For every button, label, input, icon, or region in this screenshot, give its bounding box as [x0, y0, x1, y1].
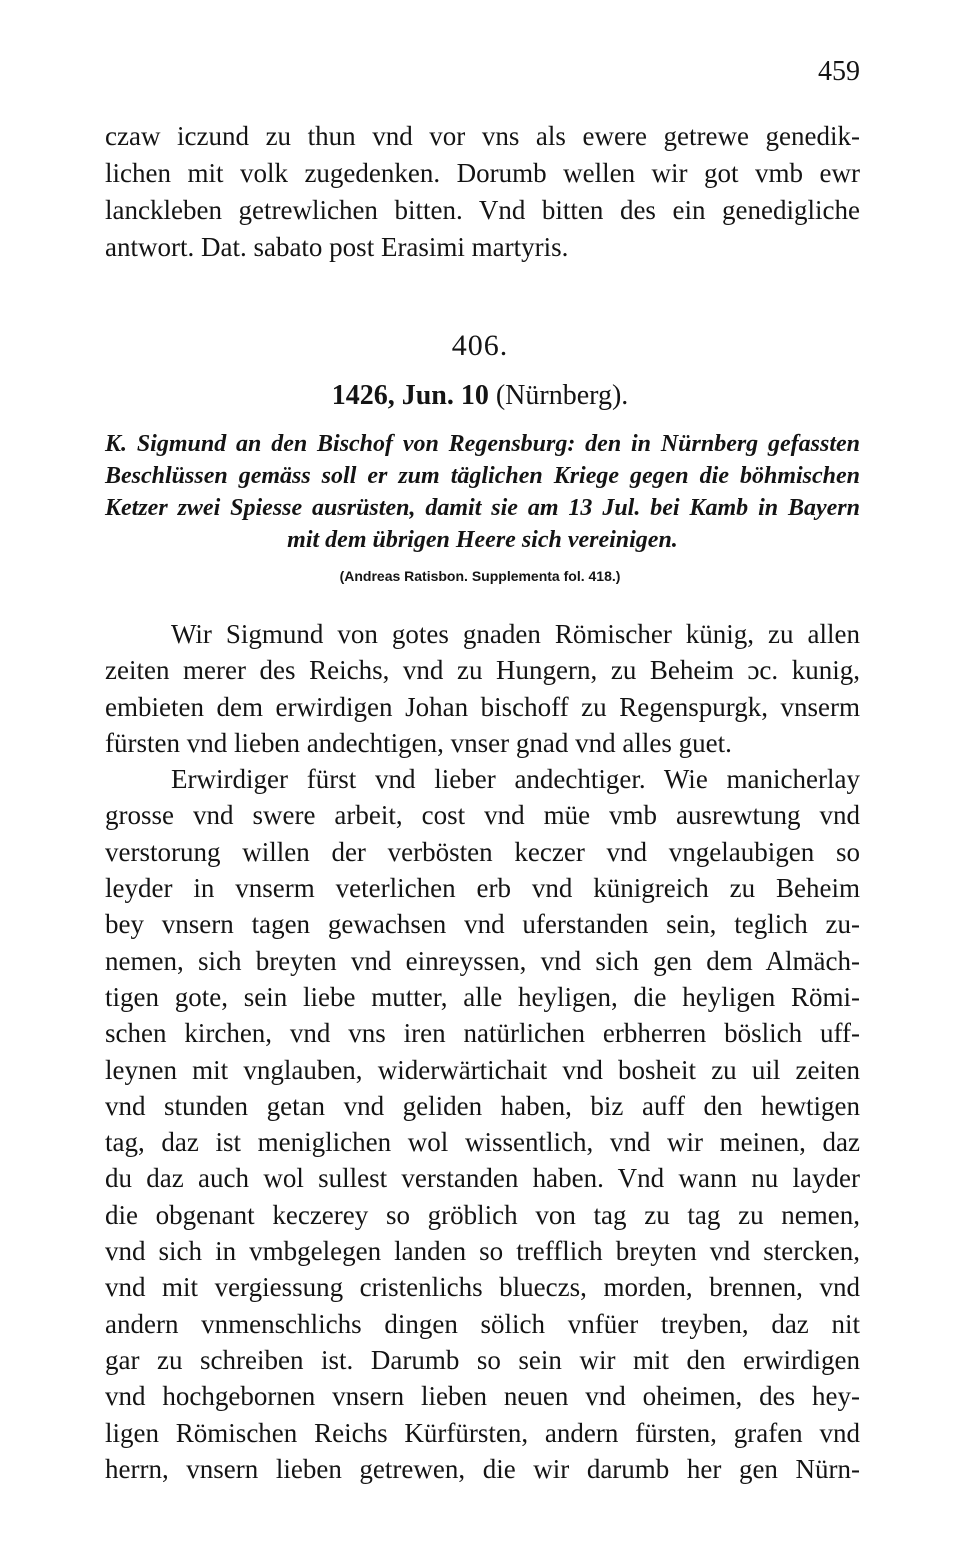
text-line: nemen, sich breyten vnd einreyssen, vnd sich gen dem Almäch-: [105, 945, 860, 976]
source-citation: (Andreas Ratisbon. Supplementa fol. 418.): [339, 568, 621, 584]
summary-line: K. Sigmund an den Bischof von Regensburg: den in Nürnberg gefassten: [105, 431, 860, 457]
text-line: die obgenant keczerey so gröblich von tag zu tag zu nemen,: [105, 1199, 860, 1230]
document-number: 406.: [451, 329, 509, 362]
text-line: czaw iczund zu thun vnd vor vns als ewere getrewe genedik-: [105, 121, 860, 151]
text-line: vnd stunden getan vnd geliden haben, biz auff den hewtigen: [105, 1090, 860, 1121]
text-line: Erwirdiger fürst vnd lieber andechtiger. Wie manicherlay: [171, 764, 860, 795]
text-line: zeiten merer des Reichs, vnd zu Hungern, zu Beheim ɔc. kunig,: [105, 655, 860, 686]
date-place: (Nürnberg).: [495, 380, 629, 411]
document-body: [105, 616, 860, 1487]
summary-line: mit dem übrigen Heere sich vereinigen.: [287, 527, 678, 553]
document-summary: [105, 428, 860, 556]
text-line: lanckleben getrewlichen bitten. Vnd bitten des ein genedigliche: [105, 195, 860, 225]
text-line: ligen Römischen Reichs Kürfürsten, andern fürsten, grafen vnd: [105, 1417, 860, 1448]
document-date: [0, 378, 960, 414]
text-line: vnd mit vergiessung cristenlichs blueczs, morden, brennen, vnd: [105, 1272, 860, 1303]
text-line: tigen gote, sein liebe mutter, alle heyligen, die heyligen Römi-: [105, 981, 860, 1012]
text-line: herrn, vnsern lieben getrewen, die wir darumb her gen Nürn-: [105, 1453, 860, 1484]
text-line: verstorung willen der verbösten keczer vnd vngelaubigen so: [105, 836, 860, 867]
text-line: antwort. Dat. sabato post Erasimi martyris.: [105, 232, 569, 262]
text-line: Wir Sigmund von gotes gnaden Römischer künig, zu allen: [171, 619, 860, 649]
text-line: leyder in vnserm veterlichen erb vnd künigreich zu Beheim: [105, 873, 860, 904]
text-line: bey vnsern tagen gewachsen vnd uferstanden sein, teglich zu-: [105, 909, 860, 940]
text-line: vnd hochgebornen vnsern lieben neuen vnd oheimen, des hey-: [105, 1381, 860, 1412]
text-line: tag, daz ist meniglichen wol wissentlich, vnd wir meinen, daz: [105, 1127, 860, 1158]
summary-line: Beschlüssen gemäss soll er zum täglichen Kriege gegen die böhmischen: [105, 463, 860, 489]
text-line: grosse vnd swere arbeit, cost vnd müe vmb ausrewtung vnd: [105, 800, 860, 831]
text-line: vnd sich in vmbgelegen landen so trefflich breyten vnd stercken,: [105, 1236, 860, 1267]
text-line: gar zu schreiben ist. Darumb so sein wir mit den erwirdigen: [105, 1344, 860, 1375]
text-line: lichen mit volk zugedenken. Dorumb wellen wir got vmb ewr: [105, 158, 860, 188]
text-line: embieten dem erwirdigen Johan bischoff zu Regenspurgk, vnserm: [105, 691, 860, 722]
text-line: du daz auch wol sullest verstanden haben. Vnd wann nu layder: [105, 1163, 860, 1194]
summary-line: Ketzer zwei Spiesse ausrüsten, damit sie am 13 Jul. bei Kamb in Bayern: [105, 495, 860, 521]
continuation-paragraph: [105, 118, 860, 266]
date-text: 1426, Jun. 10: [331, 380, 489, 411]
text-line: leynen mit vnglauben, widerwärtichait vnd bosheit zu uil zeiten: [105, 1054, 860, 1085]
text-line: andern vnmenschlichs dingen sölich vnfüer treyben, daz nit: [105, 1308, 860, 1339]
page-number: 459: [818, 56, 860, 87]
text-line: schen kirchen, vnd vns iren natürlichen erbherren böslich uff-: [105, 1018, 860, 1049]
text-line: fürsten vnd lieben andechtigen, vnser gnad vnd alles guet.: [105, 727, 732, 758]
